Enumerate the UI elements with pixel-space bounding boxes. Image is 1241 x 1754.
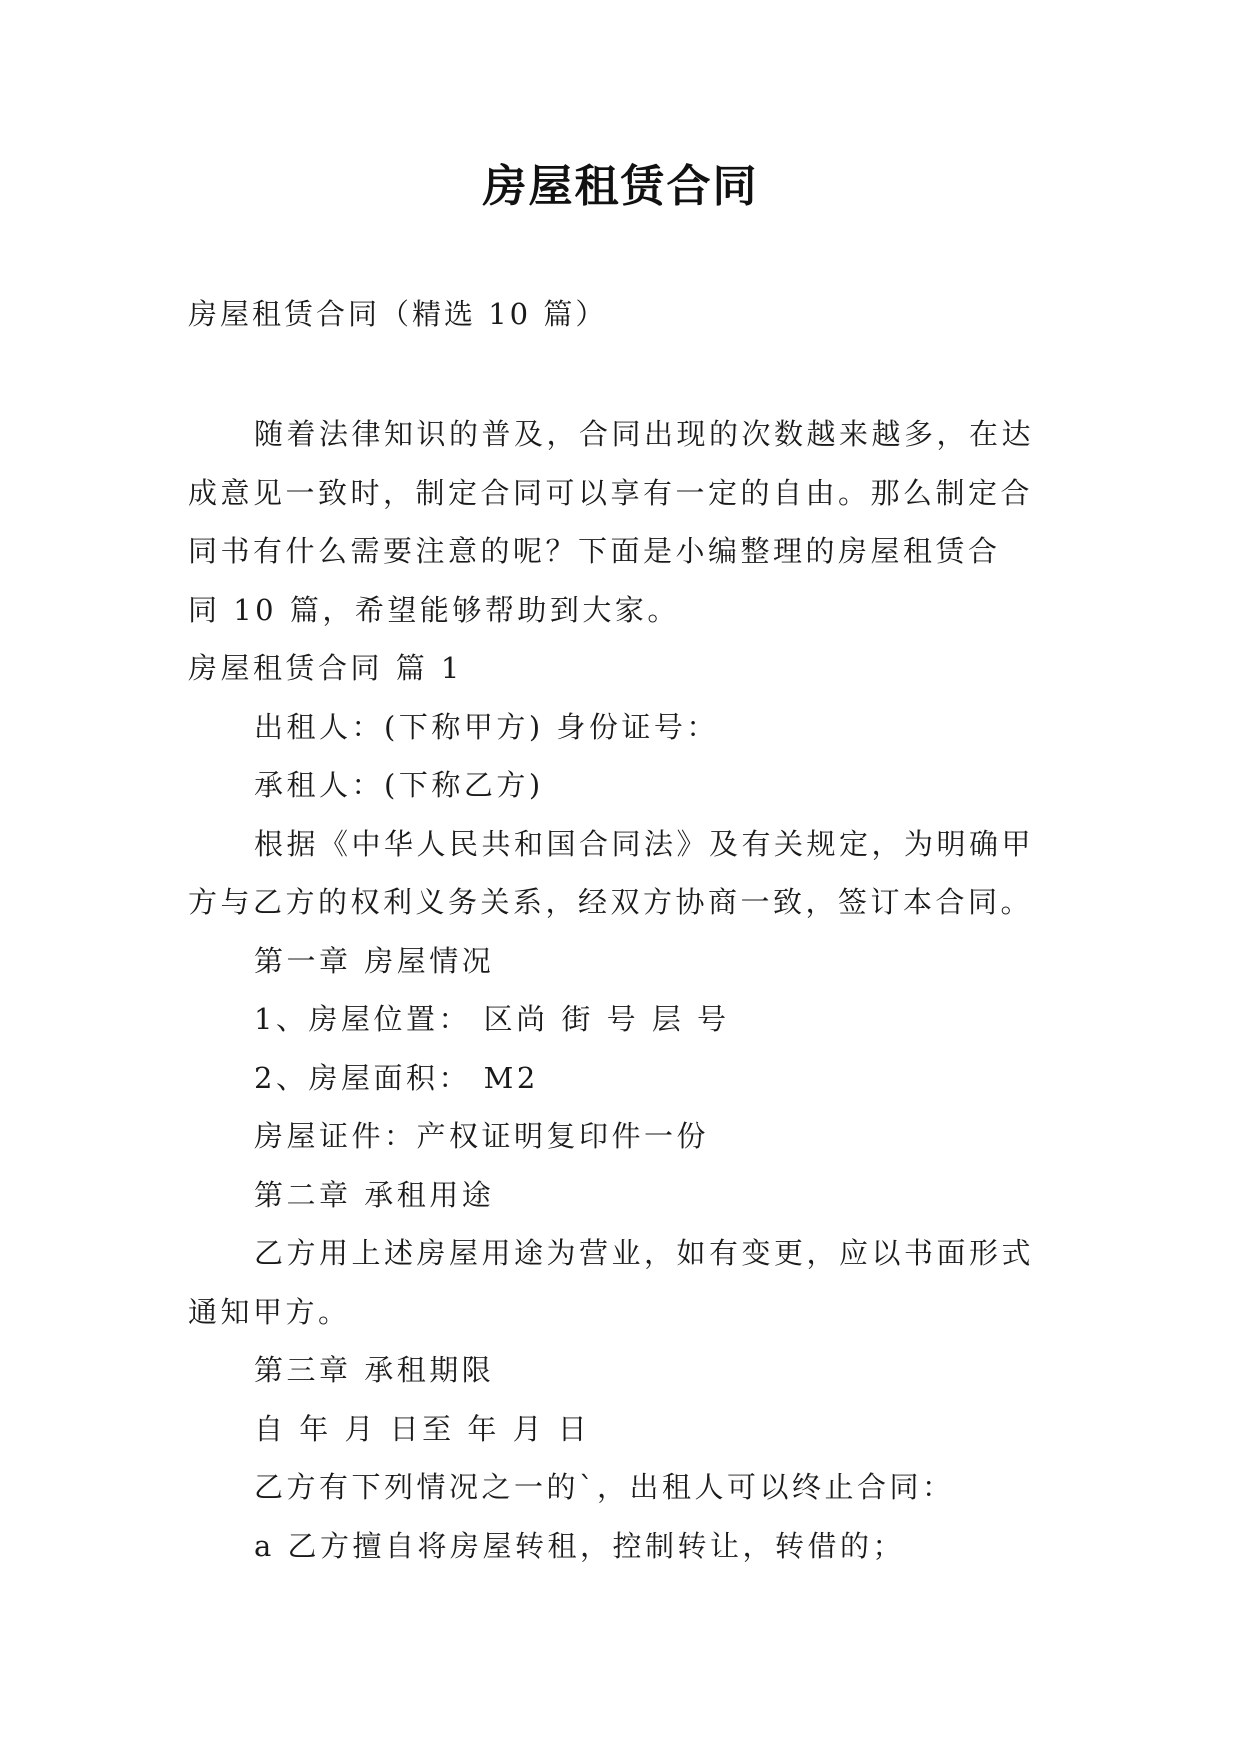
body-line: 自 年 月 日至 年 月 日 (254, 1411, 591, 1446)
body-line: 出租人：(下称甲方) 身份证号： (254, 709, 719, 744)
body-line: 乙方有下列情况之一的`，出租人可以终止合同： (254, 1470, 955, 1504)
body-line: 第一章 房屋情况 (254, 943, 495, 978)
body-line: 同 10 篇，希望能够帮助到大家。 (188, 592, 680, 627)
body-line: 房屋证件：产权证明复印件一份 (254, 1119, 710, 1153)
body-line: 同书有什么需要注意的呢？下面是小编整理的房屋租赁合 (188, 534, 1001, 568)
body-line: 2、房屋面积： M2 (254, 1060, 539, 1095)
body-line: 第三章 承租期限 (254, 1353, 495, 1387)
body-line: 方与乙方的权利义务关系，经双方协商一致，签订本合同。 (188, 885, 1034, 919)
body-line: a 乙方擅自将房屋转租，控制转让，转借的； (254, 1528, 906, 1563)
body-line: 通知甲方。 (188, 1294, 351, 1329)
body-line: 随着法律知识的普及，合同出现的次数越来越多，在达 (254, 417, 1035, 451)
body-line: 第二章 承租用途 (254, 1177, 495, 1212)
body-line: 房屋租赁合同 篇 1 (188, 651, 463, 685)
body-line: 1、房屋位置： 区尚 街 号 层 号 (254, 1002, 730, 1036)
body-line: 承租人：(下称乙方) (254, 768, 544, 802)
document-body (188, 405, 1068, 1575)
document-subtitle: 房屋租赁合同（精选 10 篇） (188, 297, 608, 331)
body-line: 乙方用上述房屋用途为营业，如有变更，应以书面形式 (254, 1236, 1035, 1270)
body-line: 根据《中华人民共和国合同法》及有关规定，为明确甲 (254, 826, 1035, 861)
document-title: 房屋租赁合同 (482, 161, 759, 212)
body-line: 成意见一致时，制定合同可以享有一定的自由。那么制定合 (188, 475, 1034, 510)
